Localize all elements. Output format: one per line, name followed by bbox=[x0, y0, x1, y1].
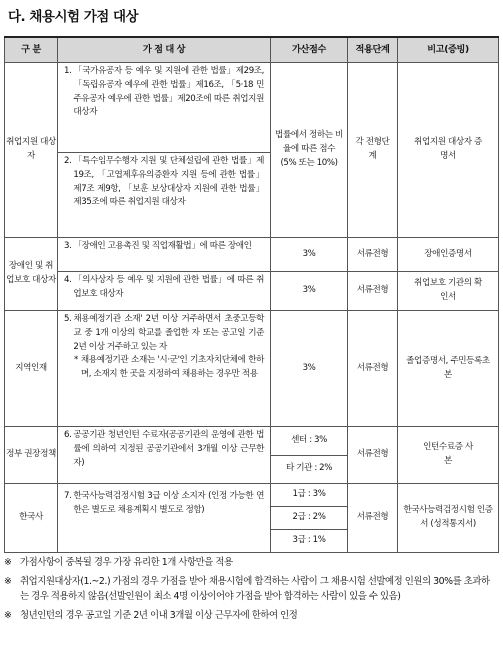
item-7-text: 한국사능력검정시험 3급 이상 소지자 (인정 가능한 연한은 별도로 채용계획시 별도로 정함) bbox=[73, 491, 264, 515]
item-5-note-mark: * bbox=[74, 355, 78, 366]
category-disabled: 장애인 및 취업보호 대상자 bbox=[5, 238, 58, 311]
item-5-note: 채용예정기관 소재는 '시·군'인 기초자치단체에 한하며, 소재지 한 곳을 지정하여 채용하는 경우만 적용 bbox=[80, 355, 264, 379]
item-6-text: 공공기관 청년인턴 수료자(공공기관의 운영에 관한 법률에 의하여 지정된 공공기관에서 3개월 이상 근무한 자) bbox=[73, 430, 264, 468]
header-target: 가 점 대 상 bbox=[58, 37, 271, 63]
table-row bbox=[5, 484, 499, 553]
points-item-4: 3% bbox=[271, 272, 348, 311]
footnote-1 bbox=[4, 555, 498, 570]
table-row bbox=[5, 272, 499, 311]
category-employment-support: 취업지원 대상자 bbox=[5, 63, 58, 238]
item-6-number: 6. bbox=[64, 430, 72, 440]
category-korean-history: 한국사 bbox=[5, 484, 58, 553]
footnotes bbox=[4, 555, 498, 627]
points-korean-history-grade-3: 3급 : 1% bbox=[292, 535, 326, 546]
points-item-3: 3% bbox=[271, 238, 348, 272]
footnote-3-mark: ※ bbox=[4, 610, 12, 622]
stage-government: 서류전형 bbox=[348, 427, 398, 484]
item-2-text: 「특수임무수행자 지원 및 단체설립에 관한 법률」제19조, 「고엽제후유의증환자 지원 등에 관한 법률」제7조 제9항, 「보훈 보상대상자 지원에 관한 법률」제35조에 따른 취업지원 대상자 bbox=[73, 156, 264, 208]
footnote-2 bbox=[4, 574, 498, 604]
points-korean-history bbox=[271, 484, 348, 553]
item-1 bbox=[58, 63, 271, 153]
remarks-government: 인턴수료증 사본 bbox=[398, 427, 499, 484]
stage-item-3: 서류전형 bbox=[348, 238, 398, 272]
category-government: 정부 권장정책 bbox=[5, 427, 58, 484]
stage-regional: 서류전형 bbox=[348, 311, 398, 427]
points-government bbox=[271, 427, 348, 484]
item-1-number: 1. bbox=[64, 66, 72, 76]
header-points: 가산점수 bbox=[271, 37, 348, 63]
points-regional: 3% bbox=[271, 311, 348, 427]
header-remarks: 비고(증빙) bbox=[398, 37, 499, 63]
header-category: 구 분 bbox=[5, 37, 58, 63]
table-row bbox=[5, 311, 499, 427]
table-row bbox=[5, 63, 499, 153]
item-1-text: 「국가유공자 등 예우 및 지원에 관한 법률」제29조, 「독립유공자 예우에 관한 법률」제16조, 「5·18 민주유공자 예우에 관한 법률」제20조에 따른 취업지원 대상자 bbox=[73, 66, 264, 118]
section-title: 다. 채용시험 가점 대상 bbox=[8, 9, 139, 25]
item-3-number: 3. bbox=[64, 241, 72, 251]
item-5-number: 5. bbox=[64, 314, 72, 324]
item-3 bbox=[58, 238, 271, 272]
remarks-item-4: 취업보호 기관의 확인서 bbox=[398, 272, 499, 311]
points-korean-history-grade-1: 1급 : 3% bbox=[271, 484, 347, 507]
remarks-korean-history: 한국사능력검정시험 인증서 (성적통지서) bbox=[398, 484, 499, 553]
category-regional: 지역인재 bbox=[5, 311, 58, 427]
footnote-2-mark: ※ bbox=[4, 576, 12, 588]
item-2-number: 2. bbox=[64, 156, 72, 166]
remarks-regional: 졸업증명서, 주민등록초본 bbox=[398, 311, 499, 427]
points-government-other: 타 기관 : 2% bbox=[285, 463, 333, 474]
points-korean-history-grade-2: 2급 : 2% bbox=[271, 507, 347, 530]
item-5 bbox=[58, 311, 271, 427]
points-government-center: 센터 : 3% bbox=[271, 427, 347, 456]
footnote-2-text: 취업지원대상자(1.~2.) 가점의 경우 가점을 받아 채용시험에 합격하는 사람이 그 채용시험 선발예정 인원의 30%를 초과하는 경우 적용하지 않음(선발인원이 최소 4명 이상이어야 가점을 받아 합격하는 사람이 있을 수 있음) bbox=[20, 576, 490, 603]
item-4-text: 「의사상자 등 예우 및 지원에 관한 법률」에 따른 취업보호 대상자 bbox=[73, 275, 264, 299]
item-3-text: 「장애인 고용촉진 및 직업재활법」에 따른 장애인 bbox=[73, 241, 252, 251]
stage-korean-history: 서류전형 bbox=[348, 484, 398, 553]
bonus-points-table bbox=[4, 36, 499, 553]
table-header-row bbox=[5, 37, 499, 63]
item-5-text: 채용예정기관 소재' 2년 이상 거주하면서 초중고등학교 중 1개 이상의 학교를 졸업한 자 또는 공고일 기준 2년 이상 거주하고 있는 자 bbox=[73, 314, 264, 352]
footnote-3 bbox=[4, 608, 498, 623]
stage-item-4: 서류전형 bbox=[348, 272, 398, 311]
stage-employment-support: 각 전형단계 bbox=[348, 63, 398, 238]
item-4 bbox=[58, 272, 271, 311]
header-stage: 적용단계 bbox=[348, 37, 398, 63]
footnote-1-text: 가점사항이 중복될 경우 가장 유리한 1개 사항만을 적용 bbox=[20, 557, 233, 568]
item-7-number: 7. bbox=[64, 491, 72, 501]
table-row bbox=[5, 427, 499, 484]
item-2 bbox=[58, 153, 271, 238]
footnote-3-text: 청년인턴의 경우 공고일 기준 2년 이내 3개월 이상 근무자에 한하여 인정 bbox=[20, 610, 298, 622]
item-4-number: 4. bbox=[64, 275, 72, 285]
remarks-employment-support: 취업지원 대상자 증명서 bbox=[398, 63, 499, 238]
table-row bbox=[5, 238, 499, 272]
footnote-1-mark: ※ bbox=[4, 557, 12, 568]
points-employment-support: 법률에서 정하는 비율에 따른 점수 (5% 또는 10%) bbox=[271, 63, 348, 238]
item-6 bbox=[58, 427, 271, 484]
remarks-item-3: 장애인증명서 bbox=[398, 238, 499, 272]
item-7 bbox=[58, 484, 271, 553]
